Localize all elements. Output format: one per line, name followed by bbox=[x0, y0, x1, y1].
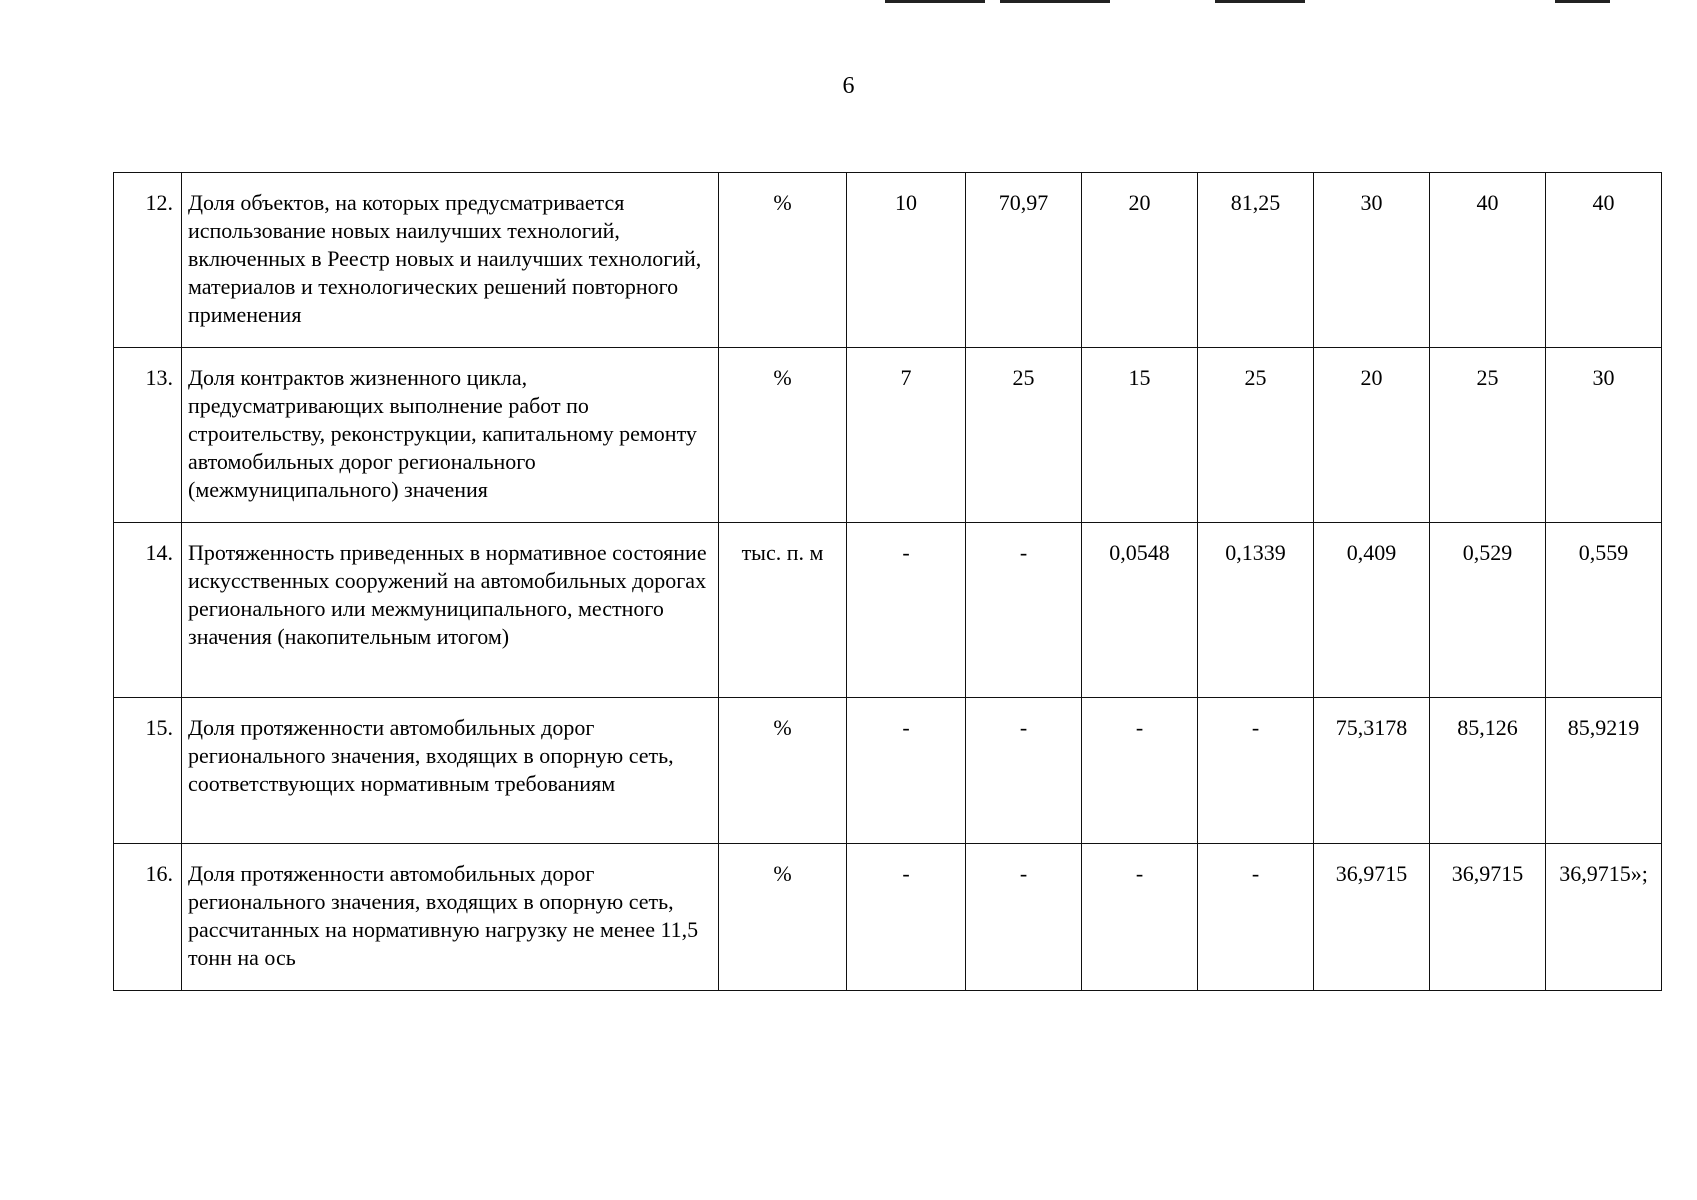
indicator-description: Доля объектов, на которых предусматривается использование новых наилучших технологий, включенных в Реестр новых и наилучших технологий, материалов и технологических решений повторного применения bbox=[182, 173, 719, 348]
indicator-description: Доля протяженности автомобильных дорог регионального значения, входящих в опорную сеть, рассчитанных на нормативную нагрузку не менее 11,5 тонн на ось bbox=[182, 844, 719, 991]
value-cell: 40 bbox=[1430, 173, 1546, 348]
scan-mark bbox=[1215, 0, 1305, 3]
value-cell: 40 bbox=[1546, 173, 1662, 348]
row-number: 15. bbox=[114, 698, 182, 844]
value-cell: 30 bbox=[1314, 173, 1430, 348]
value-cell: - bbox=[966, 844, 1082, 991]
value-cell: 25 bbox=[966, 348, 1082, 523]
value-cell: - bbox=[966, 523, 1082, 698]
indicators-table bbox=[113, 172, 1662, 991]
unit-cell: % bbox=[719, 844, 847, 991]
row-number: 16. bbox=[114, 844, 182, 991]
value-cell: - bbox=[847, 844, 966, 991]
value-cell: 0,529 bbox=[1430, 523, 1546, 698]
value-cell: 36,9715»; bbox=[1546, 844, 1662, 991]
value-cell: 0,559 bbox=[1546, 523, 1662, 698]
value-cell: 75,3178 bbox=[1314, 698, 1430, 844]
value-cell: 7 bbox=[847, 348, 966, 523]
value-cell: 0,0548 bbox=[1082, 523, 1198, 698]
scan-mark bbox=[1000, 0, 1110, 3]
unit-cell: % bbox=[719, 348, 847, 523]
value-cell: 81,25 bbox=[1198, 173, 1314, 348]
page-number: 6 bbox=[842, 73, 855, 99]
value-cell: 36,9715 bbox=[1314, 844, 1430, 991]
table-row bbox=[114, 698, 1662, 844]
value-cell: - bbox=[847, 523, 966, 698]
scan-mark bbox=[885, 0, 985, 3]
value-cell: 20 bbox=[1314, 348, 1430, 523]
unit-cell: тыс. п. м bbox=[719, 523, 847, 698]
value-cell: - bbox=[966, 698, 1082, 844]
row-number: 12. bbox=[114, 173, 182, 348]
value-cell: 70,97 bbox=[966, 173, 1082, 348]
value-cell: 20 bbox=[1082, 173, 1198, 348]
value-cell: 10 bbox=[847, 173, 966, 348]
scan-top-edge-marks bbox=[0, 0, 1697, 10]
value-cell: 36,9715 bbox=[1430, 844, 1546, 991]
table-row bbox=[114, 348, 1662, 523]
value-cell: 30 bbox=[1546, 348, 1662, 523]
unit-cell: % bbox=[719, 173, 847, 348]
value-cell: 0,409 bbox=[1314, 523, 1430, 698]
value-cell: 25 bbox=[1198, 348, 1314, 523]
table-row bbox=[114, 844, 1662, 991]
indicator-description: Доля контрактов жизненного цикла, предусматривающих выполнение работ по строительству, реконструкции, капитальному ремонту автомобильных дорог регионального (межмуниципального) значения bbox=[182, 348, 719, 523]
value-cell: 85,9219 bbox=[1546, 698, 1662, 844]
value-cell: 0,1339 bbox=[1198, 523, 1314, 698]
unit-cell: % bbox=[719, 698, 847, 844]
value-cell: - bbox=[1082, 698, 1198, 844]
row-number: 14. bbox=[114, 523, 182, 698]
value-cell: 15 bbox=[1082, 348, 1198, 523]
table-row bbox=[114, 523, 1662, 698]
value-cell: - bbox=[1198, 698, 1314, 844]
indicator-description: Доля протяженности автомобильных дорог регионального значения, входящих в опорную сеть, соответствующих нормативным требованиям bbox=[182, 698, 719, 844]
table-row bbox=[114, 173, 1662, 348]
value-cell: - bbox=[847, 698, 966, 844]
indicator-description: Протяженность приведенных в нормативное состояние искусственных сооружений на автомобильных дорогах регионального или межмуниципального, местного значения (накопительным итогом) bbox=[182, 523, 719, 698]
value-cell: 85,126 bbox=[1430, 698, 1546, 844]
scan-mark bbox=[1555, 0, 1610, 3]
value-cell: 25 bbox=[1430, 348, 1546, 523]
row-number: 13. bbox=[114, 348, 182, 523]
value-cell: - bbox=[1082, 844, 1198, 991]
value-cell: - bbox=[1198, 844, 1314, 991]
